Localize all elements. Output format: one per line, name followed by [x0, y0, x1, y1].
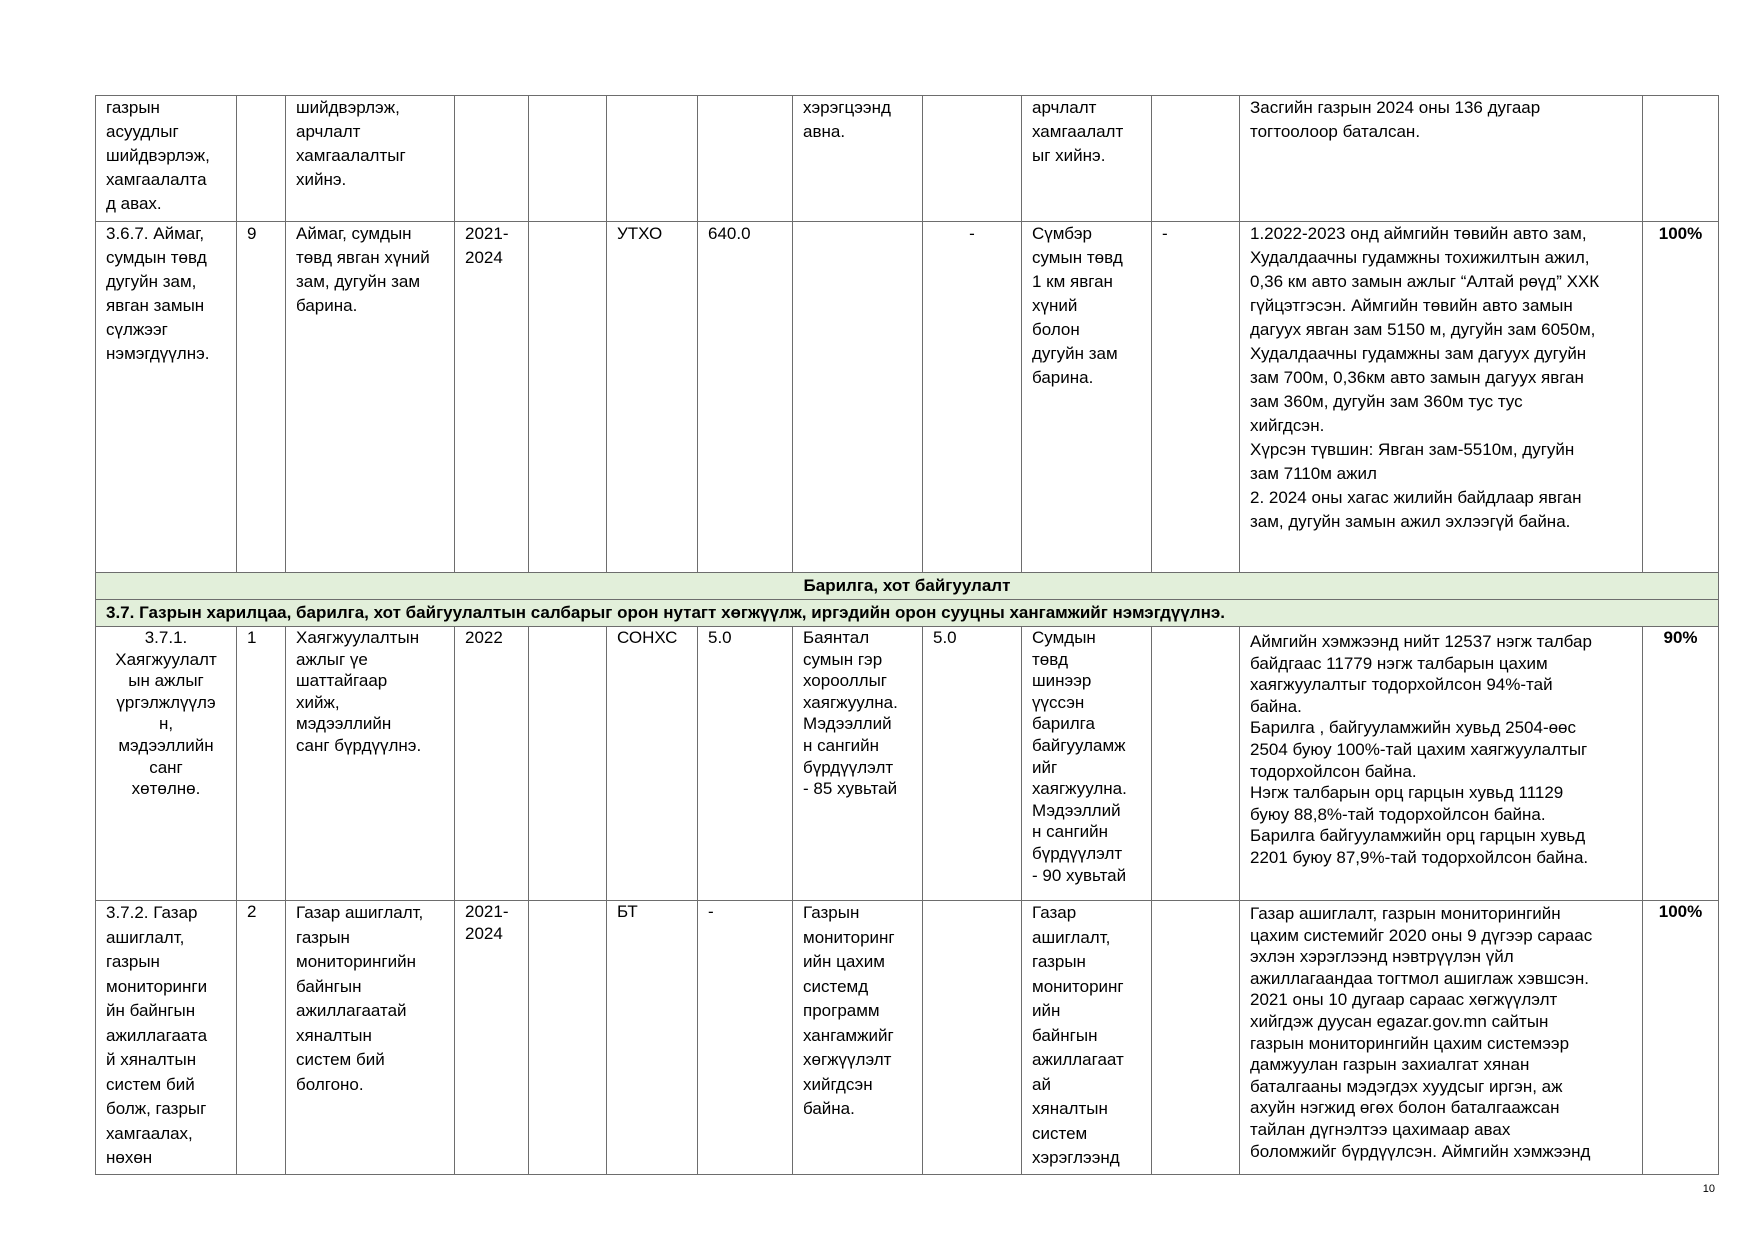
cell-line: барина.	[1032, 368, 1094, 387]
cell-line: ахуйн нэгжид өгөх болон баталгаажсан	[1250, 1098, 1560, 1118]
table-row	[96, 627, 1719, 901]
blank2-cell	[1152, 901, 1240, 1175]
cell-line: систем бий	[296, 1050, 385, 1069]
cell-line: Барилга , байгууламжийн хувьд 2504-өөс	[1250, 718, 1577, 738]
cell-line: хэрэглээнд	[1032, 1148, 1120, 1167]
target2-cell	[1022, 96, 1152, 222]
cell-line: хөгжүүлэлт	[803, 1050, 892, 1069]
target-cell	[793, 96, 923, 222]
cell-line: тодорхойлсон байна.	[1250, 761, 1417, 781]
cell-line: төвд явган хүний	[296, 248, 430, 267]
cell-line: хэрэгцээнд	[803, 98, 891, 117]
cell-line: систем	[1032, 1123, 1088, 1143]
cell-line: 3.7.2. Газар	[106, 903, 198, 922]
table-row	[96, 222, 1719, 573]
cell-line: ыг хийнэ.	[1032, 146, 1106, 165]
cell-line: хийгдэж дуусан egazar.gov.mn сайтын	[1250, 1011, 1549, 1031]
cell-line: хөтөлнө.	[131, 779, 201, 799]
cell-line: сумын төвд	[1032, 248, 1123, 267]
blank-cell	[529, 222, 607, 573]
activity-cell	[286, 96, 455, 222]
cell-line: хамгаалалт	[1032, 122, 1124, 141]
budget-cell: -	[698, 901, 793, 1175]
cell-line: ийн цахим	[803, 952, 885, 971]
period-cell	[455, 901, 529, 1175]
cell-line: буюу 88,8%-тай тодорхойлсон байна.	[1250, 804, 1546, 824]
cell-line: Нэгж талбарын орц гарцын хувьд 11129	[1250, 783, 1564, 803]
cell-line: - 90 хувьтай	[1032, 865, 1127, 885]
cell-line: барина.	[296, 296, 358, 315]
cell-line: тогтоолоор баталсан.	[1250, 122, 1421, 141]
cell-line: хорооллыг	[803, 671, 888, 691]
cell-line: 2021-	[465, 902, 509, 921]
cell-line: ашиглалт,	[1032, 927, 1111, 947]
number-cell: 9	[237, 222, 286, 573]
cell-line: зам 700м, 0,36км авто замын дагуух явган	[1250, 368, 1584, 387]
target-cell	[793, 901, 923, 1175]
cell-line: хүний	[1032, 296, 1078, 315]
blank2-cell	[1152, 96, 1240, 222]
cell-line: асуудлыг	[106, 122, 179, 141]
cell-line: 2021 оны 10 дугаар сараас хөгжүүлэлт	[1250, 990, 1558, 1010]
cell-line: газрын	[1032, 952, 1086, 971]
target2-cell	[1022, 901, 1152, 1175]
progress-cell	[1240, 222, 1643, 573]
cell-line: явган замын	[106, 296, 205, 315]
cell-line: Худалдаачны гудамжны зам дагуух дугуйн	[1250, 344, 1587, 363]
target2-cell	[1022, 627, 1152, 901]
cell-line: газрын	[106, 98, 160, 117]
cell-line: систем бий	[106, 1074, 195, 1094]
cell-line: гүйцэтгэсэн. Аймгийн төвийн авто замын	[1250, 296, 1573, 315]
goal-header-row	[96, 600, 1719, 627]
cell-line: йн байнгын	[106, 1001, 196, 1020]
cell-line: зам, дугуйн замын ажил эхлээгүй байна.	[1250, 512, 1571, 531]
cell-line: үүссэн	[1032, 692, 1085, 712]
cell-line: арчлалт	[296, 122, 361, 141]
cell-line: хангамжийг	[803, 1025, 894, 1045]
cell-line: авна.	[803, 122, 846, 141]
cell-line: 2024	[465, 923, 503, 943]
cell-line: ай	[1032, 1074, 1051, 1094]
org-cell: УТХО	[607, 222, 698, 573]
cell-line: Газар ашиглалт, газрын мониторингийн	[1250, 904, 1561, 923]
cell-line: хаягжуулна.	[1032, 779, 1127, 799]
activity-cell	[286, 222, 455, 573]
cell-line: зам 360м, дугуйн зам 360м тус тус	[1250, 392, 1523, 411]
cell-line: газрын	[106, 952, 160, 971]
cell-line: Газрын	[803, 903, 860, 922]
blank-cell	[529, 96, 607, 222]
blank2-cell	[1152, 627, 1240, 901]
cell-line: мэдээллийн	[118, 735, 214, 755]
cell-line: газрын мониторингийн цахим системээр	[1250, 1033, 1570, 1053]
cell-line: мониторинг	[1032, 976, 1124, 996]
cell-line: болгоно.	[296, 1074, 364, 1094]
target-cell	[793, 627, 923, 901]
cell-line: ажиллагаандаа тогтмол ашиглаж хэвшсэн.	[1250, 968, 1589, 988]
cell-line: й хяналтын	[106, 1050, 197, 1069]
cell-line: тайлан дүгнэлтээ цахимаар авах	[1250, 1119, 1511, 1139]
cell-line: программ	[803, 1001, 880, 1020]
cell-line: 1 км явган	[1032, 272, 1113, 291]
cell-line: Аймаг, сумдын	[296, 224, 412, 243]
cell-line: эхлэн хэрэглээнд нэвтрүүлэн үйл	[1250, 947, 1514, 967]
cell-line: Хаягжуулалтын	[296, 628, 420, 647]
cell-line: байна.	[1250, 696, 1302, 716]
cell-line: ийг	[1032, 757, 1058, 777]
percent-cell: 90%	[1643, 627, 1719, 901]
goal-header: 3.7. Газрын харилцаа, барилга, хот байгуулалтын салбарыг орон нутагт хөгжүүлж, иргэдийн орон сууцны хангамжийг нэмэгдүүлнэ.	[96, 600, 1719, 627]
cell-line: хийгдсэн.	[1250, 416, 1325, 435]
budget2-cell	[923, 96, 1022, 222]
cell-line: үргэлжлүүлэ	[116, 692, 216, 712]
cell-line: төвд	[1032, 649, 1069, 669]
blank2-cell: -	[1152, 222, 1240, 573]
cell-line: байдгаас 11779 нэгж талбарын цахим	[1250, 653, 1548, 673]
cell-line: 1.2022-2023 онд аймгийн төвийн авто зам,	[1250, 224, 1587, 243]
target2-cell	[1022, 222, 1152, 573]
cell-line: дагуух явган зам 5150 м, дугуйн зам 6050м,	[1250, 320, 1596, 339]
number-cell: 2	[237, 901, 286, 1175]
cell-line: дугуйн зам	[1032, 344, 1118, 363]
budget-cell: 5.0	[698, 627, 793, 901]
cell-line: болж, газрыг	[106, 1099, 207, 1118]
cell-line: Барилга байгууламжийн орц гарцын хувьд	[1250, 826, 1586, 846]
percent-cell	[1643, 96, 1719, 222]
cell-line: н сангийн	[803, 735, 880, 755]
org-cell	[607, 96, 698, 222]
cell-line: ажиллагаатай	[296, 1001, 407, 1020]
progress-cell	[1240, 627, 1643, 901]
org-cell: СОНХС	[607, 627, 698, 901]
cell-line: 0,36 км авто замын ажлыг “Алтай рөүд” ХХК	[1250, 272, 1600, 291]
percent-cell: 100%	[1643, 222, 1719, 573]
cell-line: Сүмбэр	[1032, 224, 1092, 243]
cell-line: сумдын төвд	[106, 248, 207, 267]
budget2-cell	[923, 901, 1022, 1175]
cell-line: 3.6.7. Аймаг,	[106, 224, 205, 243]
blank-cell	[529, 901, 607, 1175]
cell-line: шинээр	[1032, 671, 1092, 691]
measure-cell	[96, 96, 237, 222]
cell-line: ажиллагаата	[106, 1025, 208, 1045]
cell-line: Мэдээллий	[803, 714, 892, 734]
measure-cell	[96, 222, 237, 573]
measure-cell	[96, 627, 237, 901]
period-cell	[455, 96, 529, 222]
org-cell: БТ	[607, 901, 698, 1175]
cell-line: системд	[803, 976, 869, 996]
cell-line: газрын	[296, 927, 350, 947]
cell-line: Засгийн газрын 2024 оны 136 дугаар	[1250, 98, 1541, 117]
measure-cell	[96, 901, 237, 1175]
table-row	[96, 901, 1719, 1175]
number-cell: 1	[237, 627, 286, 901]
cell-line: Мэдээллий	[1032, 800, 1121, 820]
budget2-cell: -	[923, 222, 1022, 573]
cell-line: санг	[149, 757, 183, 777]
cell-line: н,	[158, 714, 174, 734]
cell-line: хийж,	[296, 692, 340, 712]
cell-line: н сангийн	[1032, 822, 1109, 842]
cell-line: хяналтын	[1032, 1099, 1108, 1118]
progress-cell	[1240, 901, 1643, 1175]
cell-line: санг бүрдүүлнэ.	[296, 735, 422, 755]
cell-line: 2024	[465, 248, 503, 267]
cell-line: Баянтал	[803, 628, 870, 647]
cell-line: дугуйн зам,	[106, 272, 197, 291]
cell-line: 2201 буюу 87,9%-тай тодорхойлсон байна.	[1250, 847, 1589, 867]
cell-line: хаягжуулна.	[803, 692, 898, 712]
cell-line: цахим системийг 2020 оны 9 дүгээр сараас	[1250, 925, 1593, 945]
cell-line: ын ажлыг	[128, 671, 204, 691]
cell-line: мониторингийн	[296, 952, 416, 971]
cell-line: болон	[1032, 320, 1080, 339]
cell-line: - 85 хувьтай	[803, 779, 898, 799]
cell-line: 2504 буюу 100%-тай цахим хаягжуулалтыг	[1250, 739, 1588, 759]
cell-line: барилга	[1032, 714, 1095, 734]
cell-line: 2. 2024 оны хагас жилийн байдлаар явган	[1250, 488, 1582, 507]
cell-line: сумын гэр	[803, 649, 883, 669]
cell-line: шийдвэрлэж,	[106, 146, 210, 165]
cell-line: Аймгийн хэмжээнд нийт 12537 нэгж талбар	[1250, 632, 1592, 651]
period-cell	[455, 222, 529, 573]
cell-line: шаттайгаар	[296, 671, 388, 691]
period-cell: 2022	[455, 627, 529, 901]
page-number: 10	[1702, 1183, 1715, 1195]
cell-line: мониторинги	[106, 976, 208, 996]
cell-line: нэмэгдүүлнэ.	[106, 344, 210, 363]
cell-line: Газар ашиглалт,	[296, 903, 424, 922]
cell-line: хяналтын	[296, 1025, 372, 1045]
cell-line: Хаягжуулалт	[115, 649, 217, 669]
activity-cell	[286, 627, 455, 901]
cell-line: Сумдын	[1032, 628, 1096, 647]
cell-line: байнгын	[296, 976, 362, 996]
section-header-row	[96, 573, 1719, 600]
cell-line: 3.7.1.	[144, 628, 188, 647]
cell-line: 2021-	[465, 224, 509, 243]
cell-line: шийдвэрлэж,	[296, 98, 400, 117]
cell-line: Худалдаачны гудамжны тохижилтын ажил,	[1250, 248, 1590, 267]
progress-cell	[1240, 96, 1643, 222]
number-cell	[237, 96, 286, 222]
cell-line: зам 7110м ажил	[1250, 464, 1377, 483]
cell-line: хаягжуулалтыг тодорхойлсон 94%-тай	[1250, 675, 1553, 695]
cell-line: ажиллагаат	[1032, 1050, 1124, 1069]
cell-line: бүрдүүлэлт	[803, 757, 894, 777]
section-header: Барилга, хот байгуулалт	[96, 573, 1719, 600]
cell-line: боломжийг бүрдүүлсэн. Аймгийн хэмжээнд	[1250, 1141, 1591, 1161]
cell-line: ашиглалт,	[106, 927, 185, 947]
budget2-cell: 5.0	[923, 627, 1022, 901]
cell-line: бүрдүүлэлт	[1032, 843, 1123, 863]
activity-cell	[286, 901, 455, 1175]
cell-line: байна.	[803, 1099, 855, 1118]
cell-line: ийн	[1032, 1001, 1061, 1020]
cell-line: баталгааны мэдэгдэх хуудсыг иргэн, аж	[1250, 1076, 1563, 1096]
cell-line: хамгаалах,	[106, 1123, 193, 1143]
cell-line: арчлалт	[1032, 98, 1097, 117]
cell-line: хамгаалалта	[106, 170, 207, 189]
cell-line: сүлжээг	[106, 320, 168, 339]
cell-line: дамжуулан газрын захиалгат хянан	[1250, 1055, 1530, 1075]
cell-line: мониторинг	[803, 927, 895, 947]
cell-line: хийнэ.	[296, 170, 347, 189]
cell-line: байгууламж	[1032, 735, 1126, 755]
cell-line: мэдээллийн	[296, 714, 392, 734]
report-table	[95, 95, 1719, 1175]
cell-line: зам, дугуйн зам	[296, 272, 421, 291]
cell-line: Хүрсэн түвшин: Явган зам-5510м, дугуйн	[1250, 440, 1575, 459]
cell-line: хийгдсэн	[803, 1074, 873, 1094]
cell-line: д авах.	[106, 194, 162, 213]
cell-line: ажлыг үе	[296, 649, 368, 669]
cell-line: хамгаалалтыг	[296, 146, 406, 165]
percent-cell: 100%	[1643, 901, 1719, 1175]
target-cell	[793, 222, 923, 573]
cell-line: байнгын	[1032, 1025, 1098, 1045]
cell-line: Газар	[1032, 903, 1077, 922]
blank-cell	[529, 627, 607, 901]
budget-cell: 640.0	[698, 222, 793, 573]
cell-line: нөхөн	[106, 1148, 153, 1167]
table-row	[96, 96, 1719, 222]
budget-cell	[698, 96, 793, 222]
